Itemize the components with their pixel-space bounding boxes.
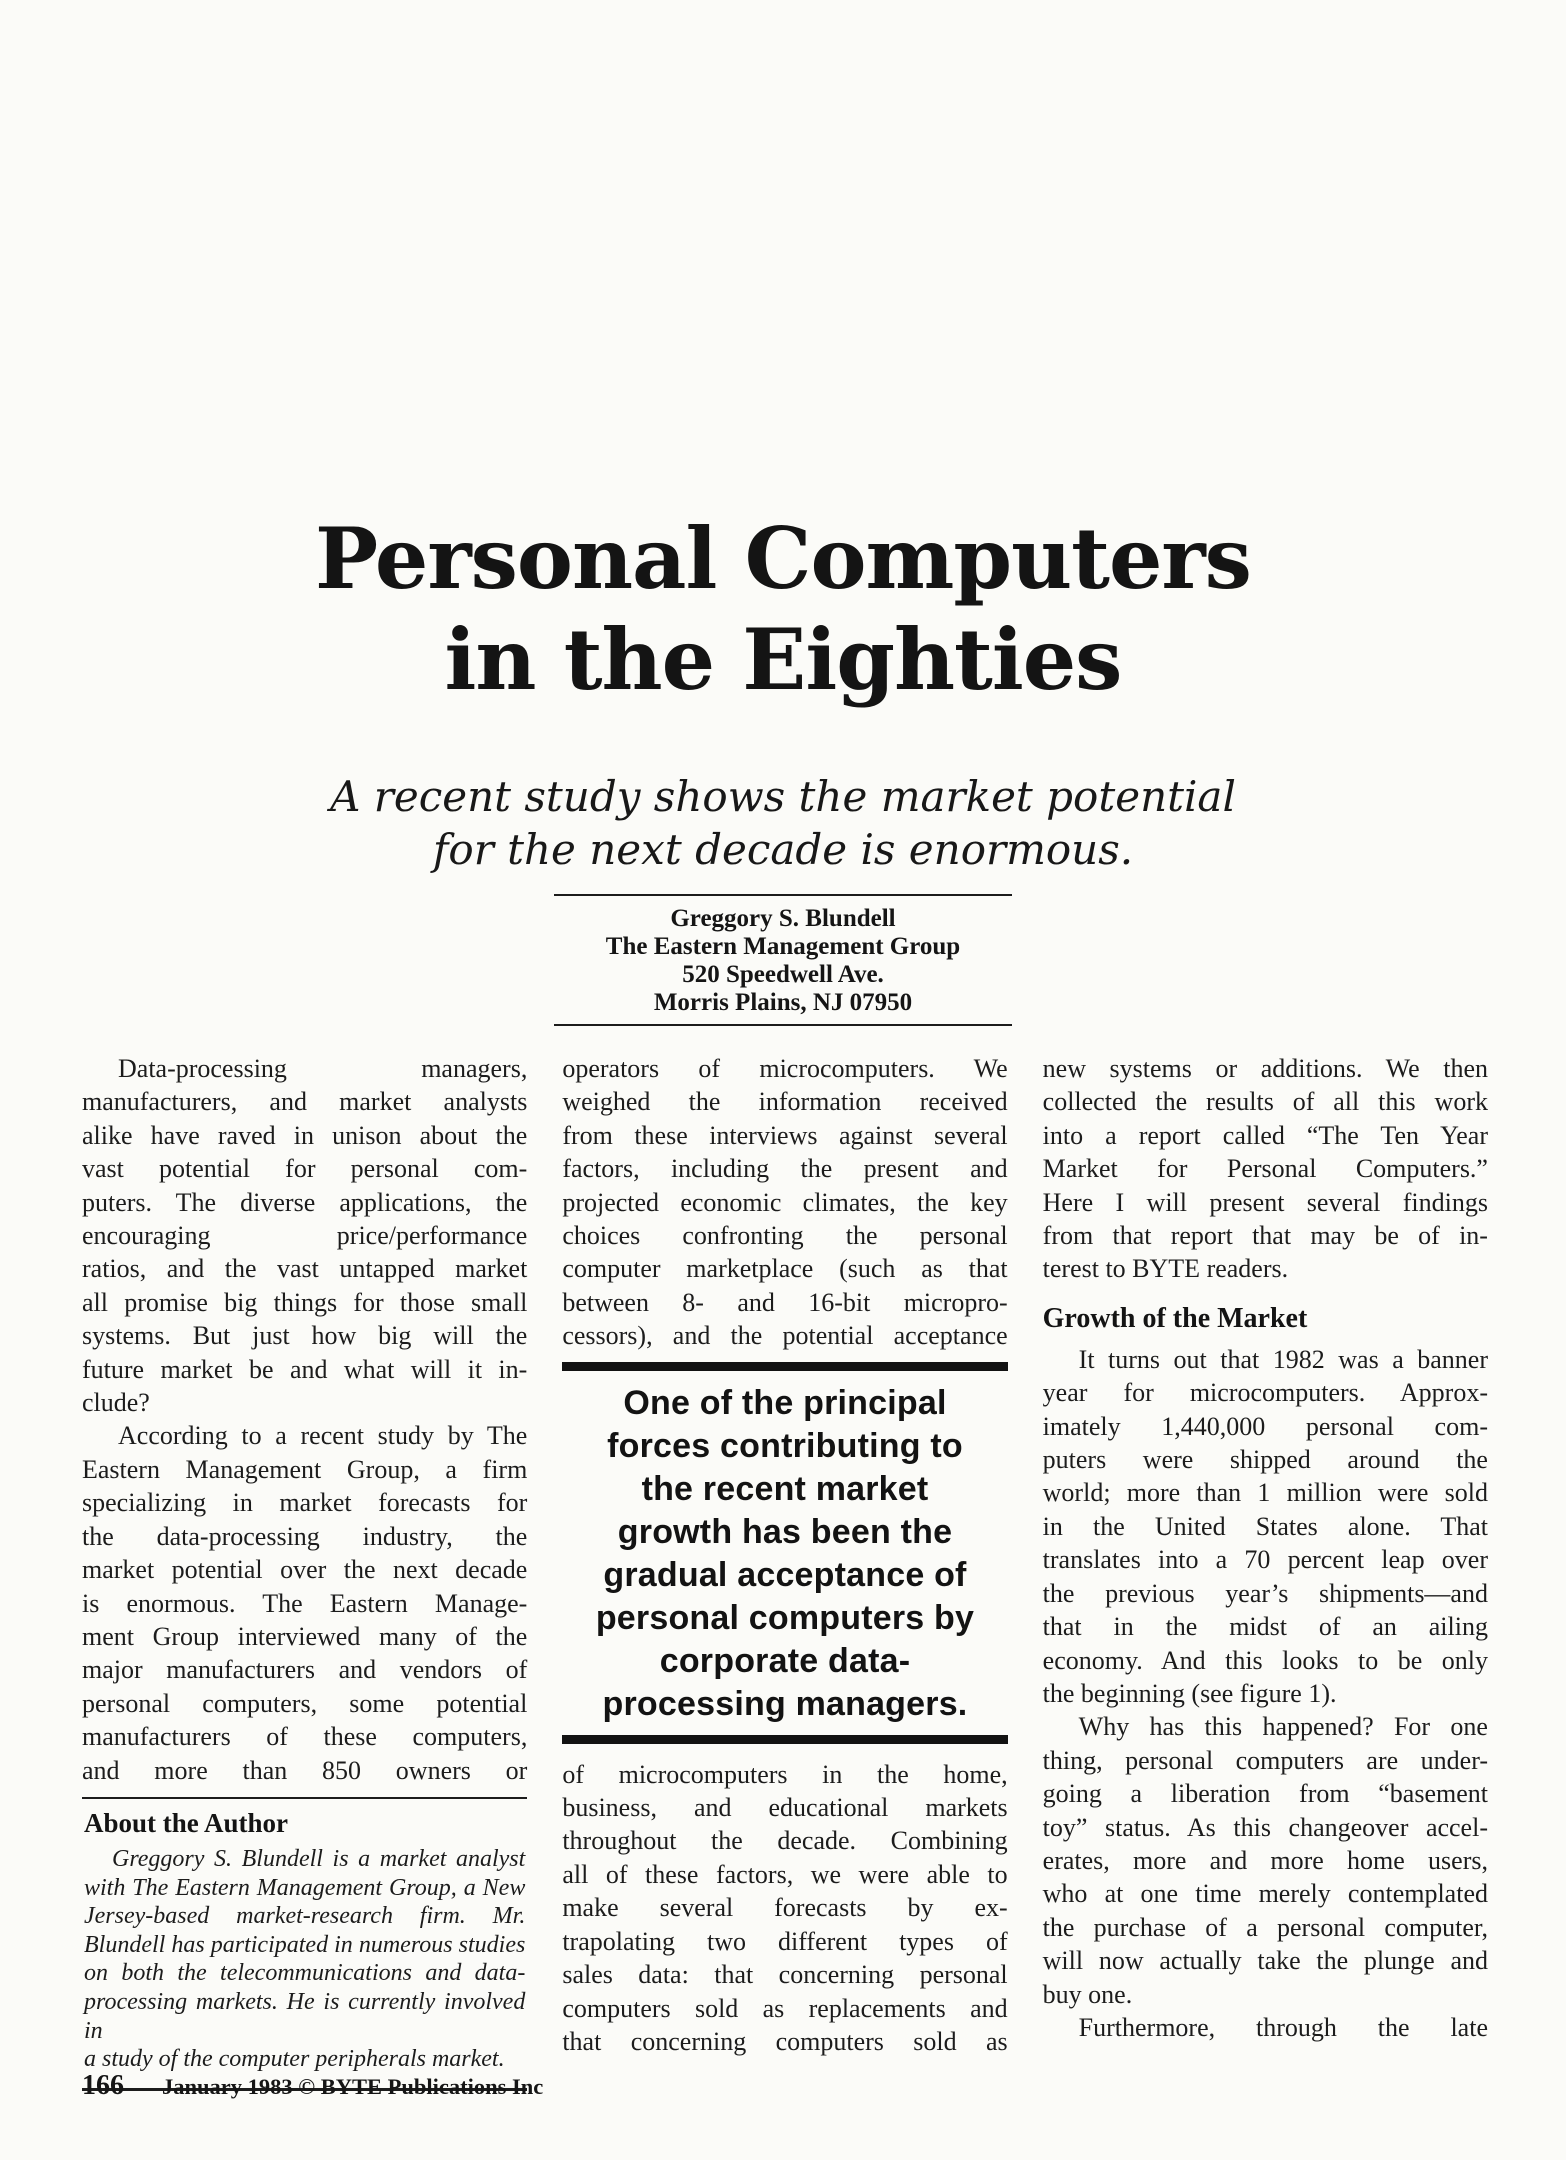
about-text (84, 1845, 525, 2074)
text-line: business, and educational markets (562, 1793, 1008, 1823)
article-title (0, 508, 1566, 710)
text-line: of microcomputers in the home, (562, 1759, 1008, 1789)
text-line: factors, including the present and (562, 1154, 1008, 1184)
text-line: ment Group interviewed many of the (82, 1621, 528, 1651)
text-line: weighed the information received (562, 1087, 1008, 1117)
text-line: all promise big things for those small (82, 1287, 528, 1317)
paragraph (562, 1758, 1007, 2059)
pull-quote (562, 1362, 1007, 1744)
text-line: trapolating two different types of (562, 1926, 1008, 1956)
subtitle-line-2: for the next decade is enormous. (432, 825, 1134, 874)
text-line: manufacturers of these computers, (82, 1722, 528, 1752)
text-line: in the United States alone. That (1042, 1511, 1488, 1541)
text-line: that in the midst of an ailing (1042, 1612, 1488, 1642)
quote-line: forces contributing to (607, 1426, 963, 1465)
text-line: erates, more and more home users, (1042, 1845, 1488, 1875)
text-line: sales data: that concerning personal (562, 1960, 1008, 1990)
text-line: It turns out that 1982 was a banner (1078, 1344, 1488, 1374)
text-line: operators of microcomputers. We (562, 1054, 1008, 1083)
text-line: Data-processing managers, (118, 1054, 528, 1083)
text-line: make several forecasts by ex- (562, 1893, 1008, 1923)
column-3-text-rest (1043, 1343, 1488, 2045)
text-line: who at one time merely contemplated (1042, 1879, 1488, 1909)
section-heading-growth-of-the-market: Growth of the Market (1042, 1302, 1308, 1334)
text-line: into a report called “The Ten Year (1042, 1120, 1488, 1150)
text-line: major manufacturers and vendors of (82, 1655, 528, 1685)
text-line: alike have raved in unison about the (82, 1120, 528, 1150)
text-line: year for microcomputers. Approx- (1042, 1378, 1488, 1408)
text-line: Furthermore, through the late (1078, 2012, 1488, 2042)
column-1 (82, 1052, 527, 2091)
quote-line: gradual acceptance of (603, 1555, 967, 1594)
text-line: market potential over the next decade (82, 1555, 528, 1585)
text-line: projected economic climates, the key (562, 1187, 1008, 1217)
text-line: Blundell has participated in numerous studies (84, 1931, 526, 1958)
text-line: Jersey-based market-research firm. Mr. (84, 1903, 526, 1930)
text-line: clude? (82, 1388, 150, 1418)
text-line: the beginning (see figure 1). (1042, 1678, 1337, 1708)
text-line: choices confronting the personal (562, 1221, 1008, 1251)
paragraph (562, 1052, 1007, 1353)
text-line: imately 1,440,000 personal com- (1042, 1411, 1488, 1441)
text-line: systems. But just how big will the (82, 1321, 528, 1351)
text-line: computers sold as replacements and (562, 1993, 1008, 2023)
text-line: translates into a 70 percent leap over (1042, 1545, 1488, 1575)
page-footer (82, 2070, 543, 2102)
text-line: world; more than 1 million were sold (1042, 1478, 1488, 1508)
column-3-text-top (1043, 1052, 1488, 1286)
text-line: new systems or additions. We then (1042, 1054, 1488, 1083)
text-line: and more than 850 owners or (82, 1755, 528, 1785)
text-line: future market be and what will it in- (82, 1354, 528, 1384)
quote-line: personal computers by (595, 1598, 975, 1637)
column-1-text (82, 1052, 527, 1787)
text-line: thing, personal computers are under- (1042, 1745, 1488, 1775)
text-line: between 8- and 16-bit micropro- (562, 1287, 1008, 1317)
paragraph (82, 1052, 527, 1419)
text-line: that concerning computers sold as (562, 2026, 1008, 2056)
text-line: Why has this happened? For one (1078, 1712, 1488, 1742)
text-line: collected the results of all this work (1042, 1087, 1488, 1117)
text-line: is enormous. The Eastern Manage- (82, 1588, 528, 1618)
text-line: economy. And this looks to be only (1042, 1645, 1488, 1675)
quote-line: the recent market (641, 1469, 929, 1508)
article-masthead (0, 0, 1566, 1026)
paragraph (1043, 1343, 1488, 1710)
text-line: specializing in market forecasts for (82, 1488, 528, 1518)
text-line: buy one. (1042, 1979, 1133, 2009)
text-line: the purchase of a personal computer, (1042, 1912, 1488, 1942)
article-subtitle (0, 770, 1566, 876)
text-line: all of these factors, we were able to (562, 1859, 1008, 1889)
text-line: Eastern Management Group, a firm (82, 1454, 528, 1484)
quote-line: processing managers. (602, 1684, 968, 1723)
text-line: encouraging price/performance (82, 1221, 528, 1251)
title-line-2: in the Eighties (444, 610, 1122, 709)
text-line: going a liberation from “basement (1042, 1779, 1488, 1809)
about-the-author-box (82, 1797, 527, 2091)
column-2 (562, 1052, 1007, 2091)
paragraph (1043, 1052, 1488, 1286)
text-line: the data-processing industry, the (82, 1521, 528, 1551)
text-line: processing markets. He is currently involved in (84, 1988, 526, 2044)
column-3 (1043, 1052, 1488, 2091)
article-body (82, 1052, 1488, 2091)
text-line: throughout the decade. Combining (562, 1826, 1008, 1856)
quote-line: One of the principal (623, 1383, 947, 1422)
text-line: personal computers, some potential (82, 1688, 528, 1718)
text-line: the previous year’s shipments—and (1042, 1578, 1488, 1608)
text-line: Market for Personal Computers.” (1042, 1154, 1488, 1184)
byline-city: Morris Plains, NJ 07950 (653, 989, 913, 1016)
text-line: with The Eastern Management Group, a New (84, 1874, 526, 1901)
text-line: from these interviews against several (562, 1120, 1008, 1150)
quote-line: corporate data- (659, 1641, 911, 1680)
text-line: from that report that may be of in- (1042, 1221, 1488, 1251)
text-line: cessors), and the potential acceptance (562, 1321, 1008, 1351)
text-line: a study of the computer peripherals market. (84, 2046, 505, 2073)
paragraph (1043, 2011, 1488, 2044)
page-number: 166 (82, 2070, 124, 2101)
publication-credit: January 1983 © BYTE Publications Inc (162, 2074, 544, 2099)
text-line: puters. The diverse applications, the (82, 1187, 528, 1217)
byline-author: Greggory S. Blundell (670, 905, 896, 932)
paragraph (1043, 1710, 1488, 2011)
text-line: toy” status. As this changeover accel- (1042, 1812, 1488, 1842)
about-heading: About the Author (84, 1807, 289, 1838)
text-line: Here I will present several findings (1042, 1187, 1488, 1217)
text-line: terest to BYTE readers. (1042, 1254, 1289, 1284)
text-line: Greggory S. Blundell is a market analyst (112, 1845, 526, 1872)
paragraph (84, 1845, 525, 2074)
column-2-text-bottom (562, 1758, 1007, 2059)
text-line: manufacturers, and market analysts (82, 1087, 528, 1117)
byline-company: The Eastern Management Group (605, 933, 961, 960)
subtitle-line-1: A recent study shows the market potential (330, 772, 1236, 821)
quote-line: growth has been the (617, 1512, 953, 1551)
text-line: on both the telecommunications and data- (84, 1960, 526, 1987)
byline-box (554, 894, 1012, 1026)
text-line: ratios, and the vast untapped market (82, 1254, 528, 1284)
title-line-1: Personal Computers (315, 509, 1251, 608)
text-line: will now actually take the plunge and (1042, 1946, 1488, 1976)
column-2-text-top (562, 1052, 1007, 1353)
byline-street: 520 Speedwell Ave. (682, 961, 884, 988)
text-line: puters were shipped around the (1042, 1445, 1488, 1475)
paragraph (82, 1419, 527, 1786)
text-line: vast potential for personal com- (82, 1154, 528, 1184)
text-line: According to a recent study by The (118, 1421, 528, 1451)
text-line: computer marketplace (such as that (562, 1254, 1008, 1284)
